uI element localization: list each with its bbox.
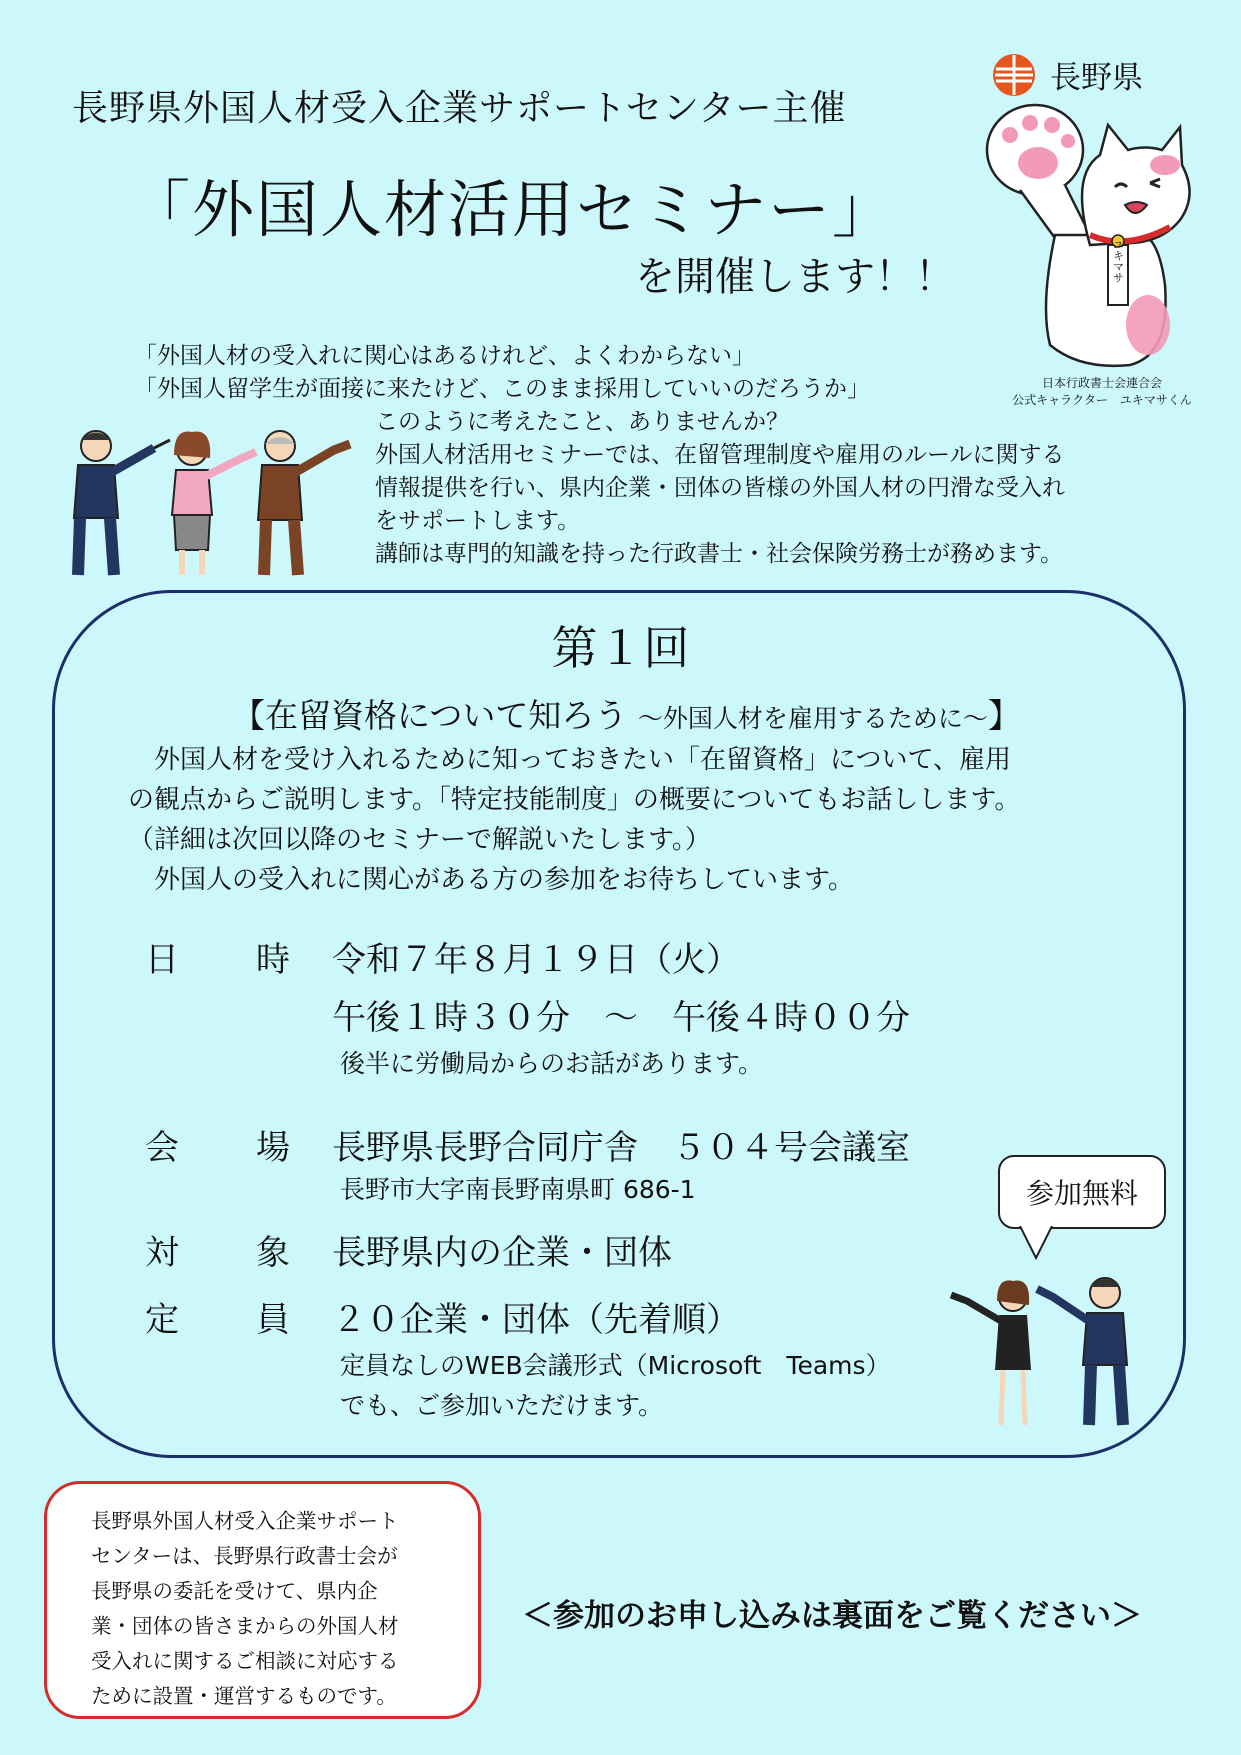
bubble-tail-icon bbox=[1018, 1226, 1058, 1260]
session-description bbox=[128, 740, 1020, 900]
prefecture-logo bbox=[992, 52, 1143, 97]
center-line-4: 業・団体の皆さまからの外国人材 bbox=[91, 1614, 399, 1638]
apply-note: ＜参加のお申し込みは裏面をご覧ください＞ bbox=[522, 1598, 1142, 1634]
free-label: 参加無料 bbox=[1025, 1177, 1138, 1210]
theme-close: 】 bbox=[987, 696, 1021, 735]
mascot-tag: ユキマサ bbox=[1111, 239, 1125, 283]
nagano-emblem-icon bbox=[992, 53, 1036, 97]
theme-main: 【在留資格について知ろう bbox=[232, 696, 628, 735]
mascot-caption bbox=[1002, 375, 1202, 409]
capacity-note-2: でも、ご参加いただけます。 bbox=[340, 1391, 664, 1420]
intro-quote-2: 「外国人留学生が面接に来たけど、このまま採用していいのだろうか」 bbox=[134, 376, 870, 402]
venue-label-a: 会 bbox=[145, 1128, 179, 1168]
mascot-caption-line1: 日本行政書士会連合会 bbox=[1041, 376, 1162, 390]
venue-address: 長野市大字南長野南県町 686-1 bbox=[340, 1175, 696, 1204]
datetime-label-a: 日 bbox=[145, 940, 179, 980]
organizer-line: 長野県外国人材受入企業サポートセンター主催 bbox=[72, 88, 847, 129]
venue-label-b: 場 bbox=[256, 1128, 290, 1168]
intro-paragraph bbox=[375, 406, 1065, 571]
capacity-label-b: 員 bbox=[256, 1300, 290, 1340]
desc-line-2: の観点からご説明します。「特定技能制度」の概要についてもお話しします。 bbox=[128, 785, 1021, 815]
center-line-3: 長野県の委託を受けて、県内企 bbox=[91, 1579, 378, 1603]
desc-line-1: 外国人材を受け入れるために知っておきたい「在留資格」について、雇用 bbox=[128, 745, 1011, 775]
event-time: 午後１時３０分 ～ 午後４時００分 bbox=[332, 998, 910, 1038]
capacity-note-1: 定員なしのWEB会議形式（Microsoft Teams） bbox=[340, 1351, 891, 1380]
intro-line-5: 講師は専門的知識を持った行政書士・社会保険労務士が務めます。 bbox=[375, 541, 1064, 567]
logo-text: 長野県 bbox=[1050, 60, 1143, 96]
center-line-2: センターは、長野県行政書士会が bbox=[91, 1544, 398, 1568]
target-label-a: 対 bbox=[145, 1233, 179, 1273]
center-line-5: 受入れに関するご相談に対応する bbox=[91, 1649, 399, 1673]
intro-quote-1: 「外国人材の受入れに関心はあるけれど、よくわからない」 bbox=[134, 343, 755, 369]
intro-line-3: 情報提供を行い、県内企業・団体の皆様の外国人材の円滑な受入れ bbox=[375, 475, 1065, 501]
title-suffix: を開催します！！ bbox=[635, 254, 955, 300]
support-center-info bbox=[44, 1481, 481, 1719]
seminar-title: 「外国人材活用セミナー」 bbox=[128, 173, 897, 246]
pointing-staff-illustration bbox=[945, 1265, 1145, 1430]
venue: 長野県長野合同庁舎 ５０４号会議室 bbox=[332, 1128, 910, 1168]
intro-line-1: このように考えたこと、ありませんか？ bbox=[375, 409, 789, 435]
free-admission-bubble bbox=[998, 1155, 1166, 1229]
capacity-label-a: 定 bbox=[145, 1300, 179, 1340]
mascot-caption-line2: 公式キャラクター ユキマサくん bbox=[1012, 393, 1192, 407]
capacity: ２０企業・団体（先着順） bbox=[332, 1300, 740, 1340]
theme-sub: ～外国人材を雇用するために～ bbox=[637, 704, 988, 733]
intro-line-2: 外国人材活用セミナーでは、在留管理制度や雇用のルールに関する bbox=[375, 442, 1065, 468]
event-date: 令和７年８月１９日（火） bbox=[332, 940, 740, 980]
datetime-label-b: 時 bbox=[256, 940, 290, 980]
time-note: 後半に労働局からのお話があります。 bbox=[340, 1049, 764, 1078]
desc-line-3: （詳細は次回以降のセミナーで解説いたします。） bbox=[128, 825, 711, 855]
pointing-people-illustration bbox=[62, 420, 362, 580]
intro-line-4: をサポートします。 bbox=[375, 508, 581, 534]
target-label-b: 象 bbox=[256, 1233, 290, 1273]
session-number: 第１回 bbox=[551, 621, 690, 675]
center-line-6: ために設置・運営するものです。 bbox=[91, 1684, 397, 1708]
center-line-1: 長野県外国人材受入企業サポート bbox=[91, 1509, 399, 1533]
desc-line-4: 外国人の受入れに関心がある方の参加をお待ちしています。 bbox=[128, 865, 854, 895]
session-theme bbox=[232, 690, 1021, 737]
target-audience: 長野県内の企業・団体 bbox=[332, 1233, 672, 1273]
mascot-cat-illustration bbox=[970, 95, 1200, 375]
